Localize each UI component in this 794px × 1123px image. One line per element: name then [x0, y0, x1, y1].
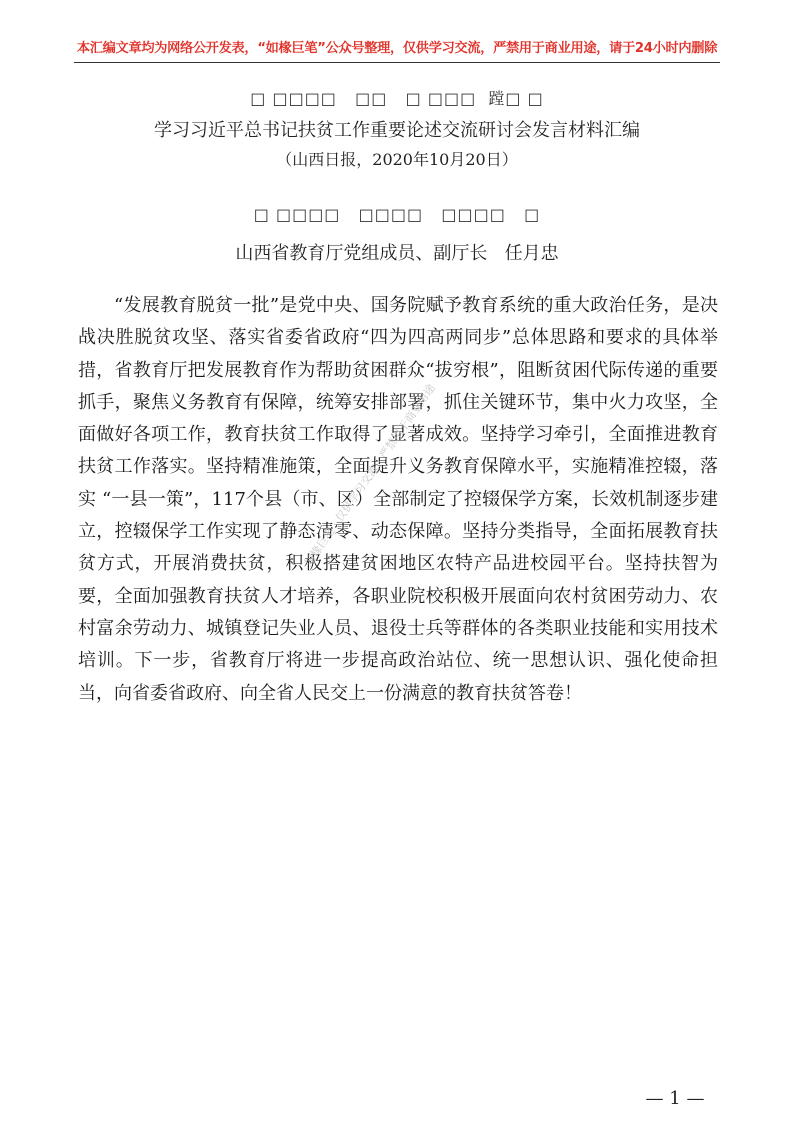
document-title: 学习习近平总书记扶贫工作重要论述交流研讨会发言材料汇编 [154, 120, 640, 141]
garbled-subheading-line: □ □□□□ □□□□ □□□□ □ [253, 205, 541, 224]
garbled-heading-line: □ □□□□ □□ □ □□□ 蹚□ □ [250, 89, 544, 108]
author-byline: 山西省教育厅党组成员、副厅长 任月忠 [235, 243, 559, 264]
page-number: — 1 — [645, 1088, 705, 1109]
header-divider [74, 62, 720, 63]
watermark-text: 如椽巨笔 · 仅供学习交流 · 严禁用于商业用途 [301, 381, 438, 569]
source-date: （山西日报，2020年10月20日） [276, 150, 518, 169]
body-paragraph: “发展教育脱贫一批”是党中央、国务院赋予教育系统的重大政治任务，是决战决胜脱贫攻坚、落实省委省政府“四为四高两同步”总体思路和要求的具体举措，省教育厅把发展教育作为帮助贫困群众“拔穷根”，阻断贫困代际传递的重要抓手，聚焦义务教育有保障，统筹安排部署，抓住关键环节，集中火力攻坚，全面做好各项工作，教育扶贫工作取得了显著成效。坚持学习牵引，全面推进教育扶贫工作落实。坚持精准施策，全面提升义务教育保障水平，实施精准控辍，落实 “一县一策”，117个县（市、区）全部制定了控辍保学方案，长效机制逐步建立，控辍保学工作实现了静态清零、动态保障。坚持分类指导，全面拓展教育扶贫方式，开展消费扶贫，积极搭建贫困地区农特产品进校园平台。坚持扶智为要，全面加强教育扶贫人才培养，各职业院校积极开展面向农村贫困劳动力、农村富余劳动力、城镇登记失业人员、退役士兵等群体的各类职业技能和实用技术培训。下一步，省教育厅将进一步提高政治站位、统一思想认识、强化使命担当，向省委省政府、向全省人民交上一份满意的教育扶贫答卷！ [78, 295, 718, 704]
copyright-notice: 本汇编文章均为网络公开发表，“如椽巨笔”公众号整理，仅供学习交流，严禁用于商业用途，请于24小时内删除 [76, 41, 718, 56]
